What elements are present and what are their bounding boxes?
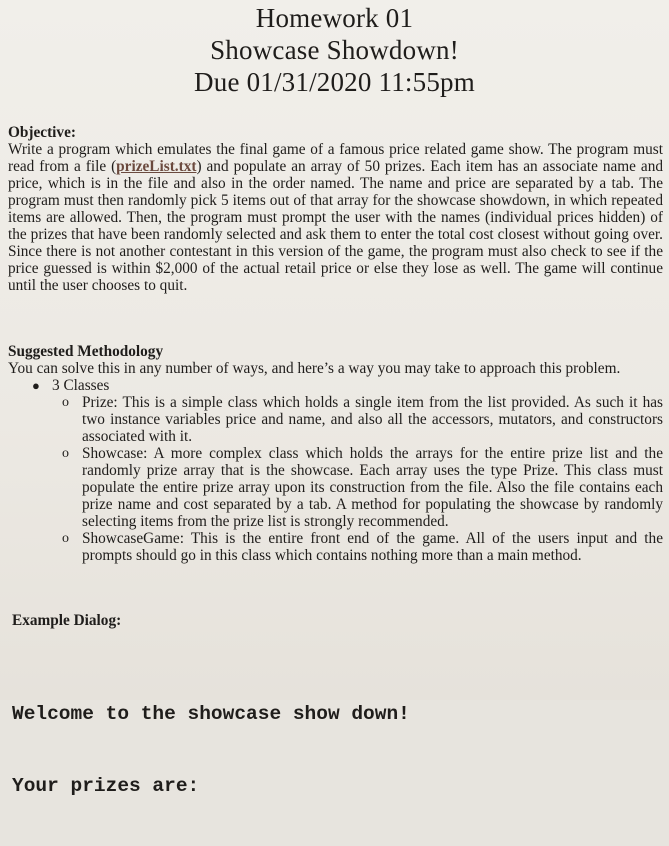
example-dialog-heading: Example Dialog: bbox=[12, 612, 122, 629]
objective-section bbox=[8, 124, 663, 294]
objective-text bbox=[8, 141, 663, 294]
objective-text-part1: Write a program which emulates the final game of a famous price related game show. The program must read from a file ( bbox=[8, 141, 663, 175]
example-dialog-output bbox=[12, 654, 410, 846]
list-item-text: Showcase: A more complex class which holds the arrays for the entire prize list and the randomly prize array that is the showcase. Each array uses the type Prize. This class must populate the entire prize array upon its construction from the file. Also the file contains each prize name and cost separated by a tab. A method for populating the showcase by randomly selecting items from the prize list is strongly recommended. bbox=[82, 445, 663, 530]
circle-bullet-icon: o bbox=[62, 395, 69, 410]
objective-heading: Objective: bbox=[8, 124, 76, 141]
file-name-link[interactable]: prizeList.txt bbox=[116, 158, 197, 175]
list-item-text: ShowcaseGame: This is the entire front end of the game. All of the users input and the prompts should go in this class which contains nothing more than a main method. bbox=[82, 530, 663, 564]
methodology-intro: You can solve this in any number of ways, and here’s a way you may take to approach this problem. bbox=[8, 360, 621, 377]
assignment-name: Showcase Showdown! bbox=[210, 35, 459, 65]
bullet-icon: ● bbox=[32, 378, 40, 393]
due-date: Due 01/31/2020 11:55pm bbox=[194, 67, 475, 97]
methodology-section bbox=[8, 343, 663, 564]
list-item-text: Prize: This is a simple class which holds a single item from the list provided. As such it has two instance variables price and name, and also all the accessors, mutators, and constructors associated with it. bbox=[82, 394, 663, 445]
classes-bullet-label: 3 Classes bbox=[52, 377, 110, 394]
list-item-prize bbox=[62, 394, 663, 445]
list-item-showcase bbox=[62, 445, 663, 530]
methodology-heading: Suggested Methodology bbox=[8, 343, 164, 360]
objective-text-part2: ) and populate an array of 50 prizes. Each item has an associate name and price, which is in the file and also in the order named. The name and price are separated by a tab. The program must then randomly pick 5 items out of that array for the showcase showdown, in which repeated items are allowed. Then, the program must prompt the user with the names (individual prices hidden) of the prizes that have been randomly selected and ask them to enter the total cost closest without going over. Since there is not another contestant in this version of the game, the program must also check to see if the price guessed is within $2,000 of the actual retail price or else they lose as well. The game will continue until the user chooses to quit. bbox=[8, 158, 663, 294]
circle-bullet-icon: o bbox=[62, 531, 69, 546]
list-item-showcasegame bbox=[62, 530, 663, 564]
homework-title: Homework 01 bbox=[255, 3, 414, 33]
dialog-line-welcome: Welcome to the showcase show down! bbox=[12, 703, 410, 725]
classes-bullet bbox=[32, 377, 663, 394]
circle-bullet-icon: o bbox=[62, 446, 69, 461]
class-list bbox=[8, 394, 663, 564]
dialog-line-prizes: Your prizes are: bbox=[12, 775, 200, 797]
title-block bbox=[0, 0, 669, 98]
